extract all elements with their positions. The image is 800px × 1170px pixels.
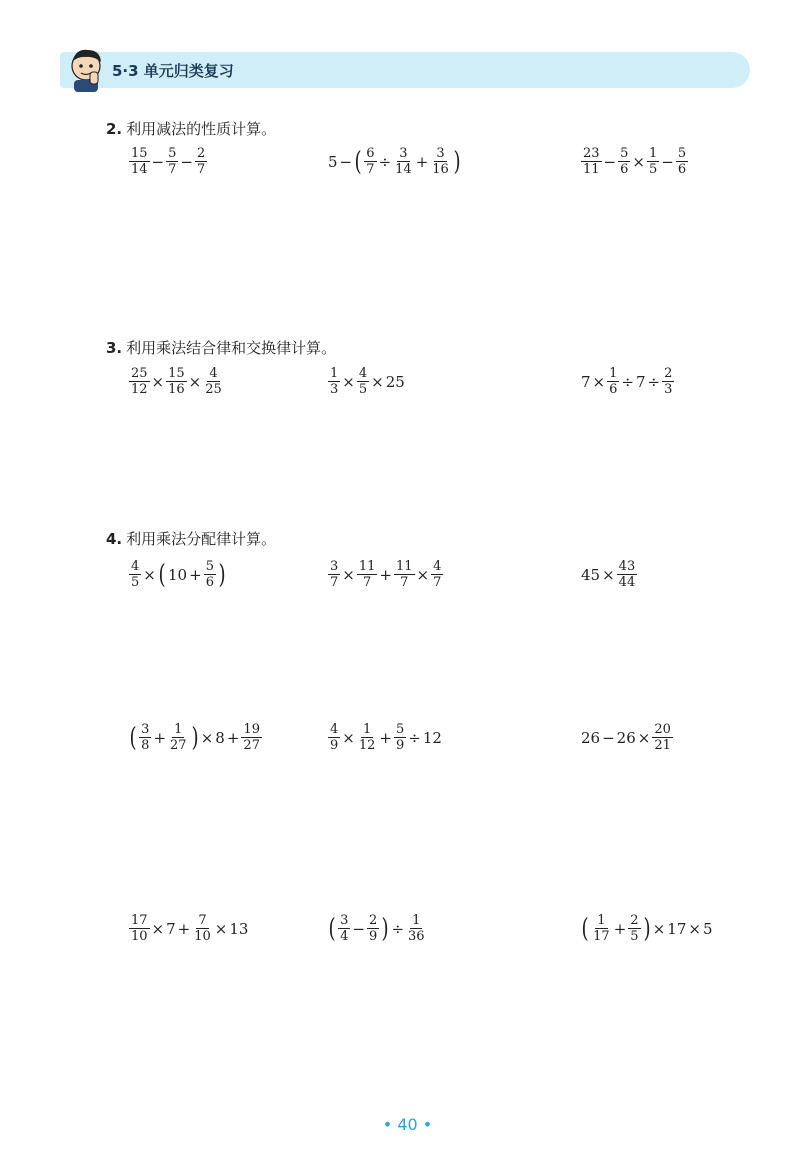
fraction bbox=[662, 366, 674, 397]
numerator: 20 bbox=[654, 722, 671, 737]
numerator: 4 bbox=[131, 559, 140, 574]
denominator: 6 bbox=[620, 162, 629, 177]
denominator: 10 bbox=[194, 929, 211, 944]
numerator: 11 bbox=[358, 559, 376, 574]
math-token: − bbox=[661, 152, 674, 171]
numerator: 2 bbox=[196, 146, 206, 161]
math-token: 45 bbox=[581, 565, 601, 584]
math-token: × bbox=[632, 152, 645, 171]
math-token: − bbox=[339, 152, 353, 171]
math-token: × bbox=[592, 372, 606, 391]
denominator: 7 bbox=[168, 162, 177, 177]
denominator: 17 bbox=[593, 929, 610, 944]
fraction bbox=[338, 913, 350, 944]
denominator: 27 bbox=[243, 738, 260, 753]
fraction bbox=[129, 559, 141, 590]
denominator: 5 bbox=[630, 929, 639, 944]
fraction bbox=[406, 913, 427, 944]
denominator: 7 bbox=[400, 575, 409, 590]
math-token: + bbox=[379, 728, 392, 747]
numerator: 23 bbox=[583, 146, 600, 161]
numerator: 1 bbox=[609, 366, 618, 381]
numerator: 3 bbox=[330, 559, 339, 574]
fraction bbox=[129, 913, 150, 944]
math-token: + bbox=[189, 565, 202, 584]
parenthesis: ) bbox=[191, 722, 199, 753]
denominator: 12 bbox=[131, 382, 148, 397]
fraction bbox=[166, 366, 187, 397]
fraction bbox=[647, 146, 659, 177]
denominator: 6 bbox=[609, 382, 618, 397]
math-token: × bbox=[342, 372, 355, 391]
math-token: − bbox=[151, 152, 165, 171]
denominator: 14 bbox=[131, 162, 148, 177]
fraction bbox=[192, 913, 213, 944]
math-token: ÷ bbox=[391, 919, 405, 938]
numerator: 5 bbox=[395, 722, 405, 737]
denominator: 11 bbox=[583, 162, 600, 177]
math-token: ÷ bbox=[378, 152, 392, 171]
question-2-title bbox=[106, 118, 276, 139]
expression-4e bbox=[327, 722, 443, 753]
fraction bbox=[430, 146, 451, 177]
numerator: 19 bbox=[243, 722, 260, 737]
math-token: 5 bbox=[702, 919, 713, 938]
denominator: 27 bbox=[170, 738, 187, 753]
numerator: 7 bbox=[198, 913, 207, 928]
fraction bbox=[139, 722, 151, 753]
math-token: 10 bbox=[168, 565, 188, 584]
math-token: + bbox=[415, 152, 429, 171]
header-title: 5·3 单元归类复习 bbox=[112, 62, 234, 80]
math-token: 12 bbox=[422, 728, 442, 747]
math-token: × bbox=[188, 372, 202, 391]
fraction bbox=[364, 146, 376, 177]
denominator: 21 bbox=[654, 738, 671, 753]
math-token: − bbox=[602, 728, 615, 747]
numerator: 4 bbox=[330, 722, 339, 737]
math-token: ÷ bbox=[408, 728, 421, 747]
numerator: 5 bbox=[677, 146, 687, 161]
math-token: − bbox=[352, 919, 366, 938]
fraction bbox=[394, 722, 406, 753]
numerator: 5 bbox=[168, 146, 177, 161]
denominator: 25 bbox=[205, 382, 222, 397]
math-token: × bbox=[602, 565, 615, 584]
question-3-title bbox=[106, 337, 336, 358]
fraction bbox=[676, 146, 688, 177]
expression-2b bbox=[327, 146, 462, 177]
question-text: 利用减法的性质计算。 bbox=[126, 120, 277, 138]
denominator: 6 bbox=[677, 162, 687, 177]
math-token: 7 bbox=[166, 919, 176, 938]
numerator: 2 bbox=[369, 913, 378, 928]
fraction bbox=[328, 722, 340, 753]
numerator: 2 bbox=[664, 366, 673, 381]
math-token: × bbox=[416, 565, 430, 584]
expression-4d bbox=[128, 722, 263, 753]
fraction bbox=[204, 559, 216, 590]
numerator: 4 bbox=[433, 559, 442, 574]
denominator: 16 bbox=[168, 382, 185, 397]
denominator: 3 bbox=[330, 382, 339, 397]
parenthesis: ( bbox=[581, 913, 589, 944]
denominator: 7 bbox=[330, 575, 339, 590]
math-token: ÷ bbox=[621, 372, 634, 391]
parenthesis: ) bbox=[218, 559, 226, 590]
parenthesis: ( bbox=[354, 146, 362, 177]
numerator: 3 bbox=[141, 722, 150, 737]
question-number: 3. bbox=[106, 339, 123, 357]
fraction bbox=[203, 366, 224, 397]
expression-3a bbox=[128, 366, 225, 397]
expression-2a bbox=[128, 146, 208, 177]
math-token: ÷ bbox=[647, 372, 661, 391]
denominator: 44 bbox=[618, 575, 636, 590]
parenthesis: ( bbox=[129, 722, 137, 753]
denominator: 5 bbox=[131, 575, 140, 590]
denominator: 7 bbox=[433, 575, 442, 590]
fraction bbox=[581, 146, 602, 177]
numerator: 5 bbox=[620, 146, 629, 161]
denominator: 4 bbox=[340, 929, 349, 944]
denominator: 6 bbox=[205, 575, 214, 590]
expression-4f bbox=[580, 722, 674, 753]
page-number: • 40 • bbox=[382, 1115, 433, 1134]
denominator: 7 bbox=[362, 575, 372, 590]
numerator: 1 bbox=[362, 722, 372, 737]
denominator: 9 bbox=[369, 929, 378, 944]
question-number: 2. bbox=[106, 120, 123, 138]
math-token: × bbox=[151, 919, 165, 938]
fraction bbox=[393, 146, 414, 177]
expression-4a bbox=[128, 559, 227, 590]
math-token: + bbox=[153, 728, 167, 747]
numerator: 25 bbox=[131, 366, 148, 381]
numerator: 3 bbox=[399, 146, 408, 161]
math-token: × bbox=[151, 372, 165, 391]
numerator: 1 bbox=[174, 722, 183, 737]
math-token: × bbox=[371, 372, 384, 391]
mascot-icon bbox=[64, 46, 108, 92]
parenthesis: ( bbox=[158, 559, 166, 590]
question-text: 利用乘法结合律和交换律计算。 bbox=[126, 339, 337, 357]
fraction bbox=[129, 146, 150, 177]
question-number: 4. bbox=[106, 530, 123, 548]
fraction bbox=[617, 559, 638, 590]
math-token: 8 bbox=[215, 728, 225, 747]
fraction bbox=[591, 913, 612, 944]
fraction bbox=[328, 559, 340, 590]
math-token: × bbox=[342, 565, 355, 584]
math-token: 25 bbox=[385, 372, 405, 391]
numerator: 1 bbox=[412, 913, 421, 928]
numerator: 4 bbox=[209, 366, 218, 381]
math-token: 5 bbox=[328, 152, 338, 171]
denominator: 9 bbox=[330, 738, 339, 753]
numerator: 11 bbox=[395, 559, 413, 574]
numerator: 3 bbox=[436, 146, 445, 161]
math-token: 26 bbox=[616, 728, 636, 747]
fraction bbox=[168, 722, 189, 753]
numerator: 4 bbox=[358, 366, 368, 381]
math-token: × bbox=[652, 919, 666, 938]
fraction bbox=[357, 559, 378, 590]
numerator: 15 bbox=[168, 366, 185, 381]
expression-4c bbox=[580, 559, 638, 590]
math-token: 13 bbox=[229, 919, 249, 938]
question-text: 利用乘法分配律计算。 bbox=[126, 530, 277, 548]
fraction bbox=[652, 722, 673, 753]
math-token: − bbox=[603, 152, 617, 171]
fraction bbox=[618, 146, 630, 177]
denominator: 7 bbox=[366, 162, 375, 177]
numerator: 2 bbox=[630, 913, 639, 928]
numerator: 43 bbox=[618, 559, 636, 574]
denominator: 12 bbox=[358, 738, 376, 753]
denominator: 5 bbox=[648, 162, 658, 177]
fraction bbox=[357, 366, 369, 397]
math-token: 7 bbox=[635, 372, 646, 391]
fraction bbox=[628, 913, 640, 944]
math-token: 7 bbox=[581, 372, 591, 391]
question-4-title bbox=[106, 528, 276, 549]
fraction bbox=[241, 722, 262, 753]
fraction bbox=[357, 722, 378, 753]
math-token: 17 bbox=[667, 919, 687, 938]
denominator: 14 bbox=[395, 162, 412, 177]
math-token: 26 bbox=[581, 728, 601, 747]
expression-4h bbox=[327, 913, 428, 944]
fraction bbox=[328, 366, 340, 397]
denominator: 7 bbox=[196, 162, 206, 177]
numerator: 6 bbox=[366, 146, 375, 161]
denominator: 16 bbox=[432, 162, 449, 177]
expression-3c bbox=[580, 366, 675, 397]
denominator: 10 bbox=[131, 929, 148, 944]
denominator: 8 bbox=[141, 738, 150, 753]
expression-2c bbox=[580, 146, 689, 177]
math-token: + bbox=[177, 919, 191, 938]
expression-4b bbox=[327, 559, 444, 590]
fraction bbox=[607, 366, 619, 397]
fraction bbox=[431, 559, 443, 590]
parenthesis: ) bbox=[453, 146, 461, 177]
parenthesis: ) bbox=[381, 913, 389, 944]
math-token: + bbox=[226, 728, 240, 747]
fraction bbox=[129, 366, 150, 397]
math-token: × bbox=[342, 728, 355, 747]
numerator: 1 bbox=[330, 366, 339, 381]
math-token: × bbox=[200, 728, 214, 747]
math-token: + bbox=[613, 919, 627, 938]
parenthesis: ) bbox=[643, 913, 651, 944]
math-token: − bbox=[180, 152, 193, 171]
denominator: 36 bbox=[408, 929, 425, 944]
numerator: 1 bbox=[597, 913, 606, 928]
numerator: 17 bbox=[131, 913, 148, 928]
fraction bbox=[195, 146, 207, 177]
math-token: × bbox=[637, 728, 651, 747]
fraction bbox=[166, 146, 178, 177]
math-token: × bbox=[214, 919, 228, 938]
denominator: 3 bbox=[664, 382, 673, 397]
math-token: + bbox=[379, 565, 392, 584]
numerator: 15 bbox=[131, 146, 148, 161]
math-token: × bbox=[688, 919, 701, 938]
fraction bbox=[394, 559, 415, 590]
expression-4i bbox=[580, 913, 714, 944]
parenthesis: ( bbox=[328, 913, 336, 944]
denominator: 5 bbox=[358, 382, 368, 397]
math-token: × bbox=[143, 565, 156, 584]
numerator: 5 bbox=[205, 559, 214, 574]
denominator: 9 bbox=[395, 738, 405, 753]
fraction bbox=[367, 913, 379, 944]
expression-4g bbox=[128, 913, 249, 944]
numerator: 1 bbox=[648, 146, 658, 161]
expression-3b bbox=[327, 366, 406, 397]
numerator: 3 bbox=[340, 913, 349, 928]
